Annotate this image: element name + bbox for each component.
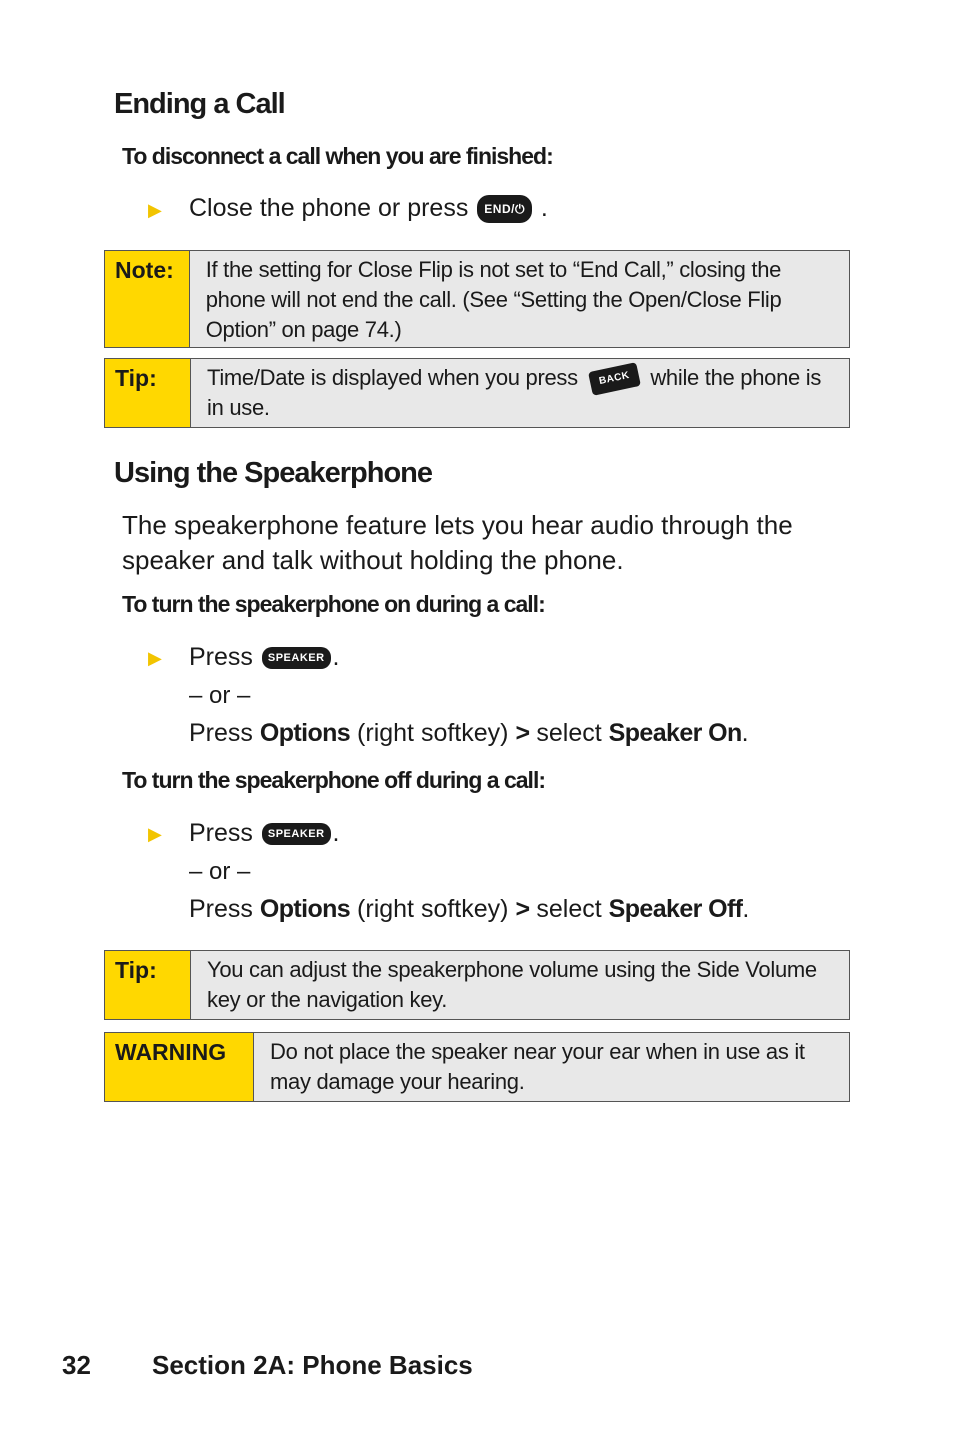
instruction-disconnect: To disconnect a call when you are finished: [122, 143, 553, 169]
or-separator: – or – [189, 682, 251, 709]
bullet-triangle-icon: ▶ [148, 648, 162, 668]
speaker-key-icon: SPEAKER [262, 647, 331, 669]
end-key-icon: END/⏻ [477, 195, 532, 223]
note-box [104, 250, 850, 348]
tip-label: Tip: [105, 359, 191, 427]
tip-text: You can adjust the speakerphone volume using the Side Volume key or the navigation key. [207, 957, 817, 1012]
bullet-triangle-icon: ▶ [148, 200, 162, 220]
tip-text: Time/Date is displayed when you press BACK while the phone is in use. [191, 359, 843, 427]
speakerphone-intro: The speakerphone feature lets you hear audio through the speaker and talk without holding the phone. [122, 510, 793, 575]
step-press-speaker-on: Press SPEAKER . [189, 643, 340, 671]
section-title: Section 2A: Phone Basics [152, 1350, 473, 1380]
page-number: 32 [62, 1350, 91, 1380]
speaker-key-icon: SPEAKER [262, 823, 331, 845]
bullet-triangle-icon: ▶ [148, 824, 162, 844]
instruction-speaker-on: To turn the speakerphone on during a call: [122, 591, 545, 617]
warning-box [104, 1032, 850, 1102]
instruction-speaker-off: To turn the speakerphone off during a call: [122, 767, 545, 793]
tip-box-time-date [104, 358, 850, 428]
heading-ending-call: Ending a Call [114, 88, 285, 120]
warning-text: Do not place the speaker near your ear when in use as it may damage your hearing. [270, 1039, 805, 1094]
warning-label: WARNING [105, 1033, 254, 1101]
note-text: If the setting for Close Flip is not set to “End Call,” closing the phone will not end the call. (See “Setting the Open/Close Flip Option” on page 74.) [205, 257, 782, 342]
step-close-phone: Close the phone or press END/⏻ . [189, 194, 548, 222]
tip-box-volume [104, 950, 850, 1020]
step-options-speaker-on: Press Options (right softkey) > select Speaker On. [189, 719, 749, 747]
note-label: Note: [105, 251, 190, 347]
tip-label: Tip: [105, 951, 191, 1019]
or-separator: – or – [189, 858, 251, 885]
step-press-speaker-off: Press SPEAKER . [189, 819, 340, 847]
step-options-speaker-off: Press Options (right softkey) > select Speaker Off. [189, 895, 750, 923]
back-key-icon: BACK [588, 362, 641, 396]
heading-speakerphone: Using the Speakerphone [114, 457, 433, 489]
